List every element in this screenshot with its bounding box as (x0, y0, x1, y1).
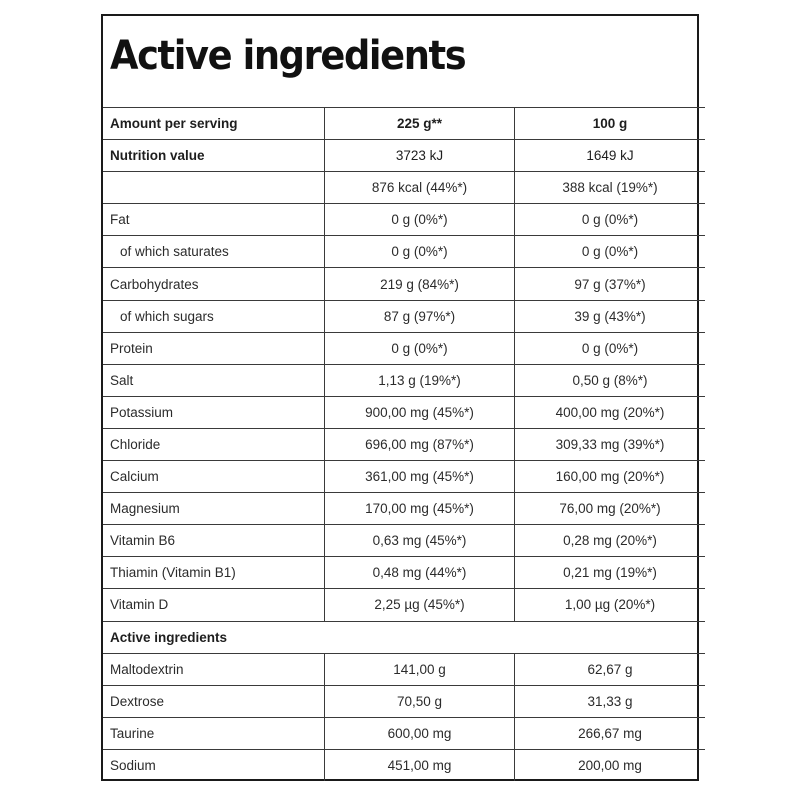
table-row (103, 557, 705, 589)
table-header-row (103, 108, 705, 140)
table-row (103, 364, 705, 396)
row-per100: 160,00 mg (20%*) (515, 461, 706, 493)
table-row (103, 300, 705, 332)
row-label: Chloride (103, 428, 325, 460)
nutrition-table (103, 107, 705, 781)
table-row (103, 396, 705, 428)
table-row (103, 685, 705, 717)
row-label: Thiamin (Vitamin B1) (103, 557, 325, 589)
row-serving: 2,25 µg (45%*) (325, 589, 515, 621)
table-row (103, 717, 705, 749)
section-header-row (103, 621, 705, 653)
table-row (103, 653, 705, 685)
table-row (103, 140, 705, 172)
row-label: of which sugars (103, 300, 325, 332)
table-row (103, 268, 705, 300)
row-serving: 3723 kJ (325, 140, 515, 172)
nutrition-panel (101, 14, 699, 781)
row-label: Nutrition value (103, 140, 325, 172)
row-label: Dextrose (103, 685, 325, 717)
row-per100: 39 g (43%*) (515, 300, 706, 332)
table-row (103, 461, 705, 493)
table-row (103, 749, 705, 781)
row-per100: 1649 kJ (515, 140, 706, 172)
header-label: Amount per serving (103, 108, 325, 140)
row-per100: 0,50 g (8%*) (515, 364, 706, 396)
row-serving: 361,00 mg (45%*) (325, 461, 515, 493)
row-label: Sodium (103, 749, 325, 781)
row-per100: 0 g (0%*) (515, 204, 706, 236)
row-label: of which saturates (103, 236, 325, 268)
row-serving: 0,63 mg (45%*) (325, 525, 515, 557)
row-per100: 1,00 µg (20%*) (515, 589, 706, 621)
row-per100: 309,33 mg (39%*) (515, 428, 706, 460)
row-label: Potassium (103, 396, 325, 428)
header-serving: 225 g** (325, 108, 515, 140)
row-per100: 31,33 g (515, 685, 706, 717)
section-heading: Active ingredients (103, 621, 705, 653)
row-per100: 266,67 mg (515, 717, 706, 749)
row-label: Protein (103, 332, 325, 364)
table-row (103, 493, 705, 525)
row-per100: 76,00 mg (20%*) (515, 493, 706, 525)
row-per100: 62,67 g (515, 653, 706, 685)
row-label: Carbohydrates (103, 268, 325, 300)
row-serving: 141,00 g (325, 653, 515, 685)
row-serving: 600,00 mg (325, 717, 515, 749)
table-row (103, 428, 705, 460)
row-per100: 200,00 mg (515, 749, 706, 781)
row-label: Maltodextrin (103, 653, 325, 685)
row-serving: 87 g (97%*) (325, 300, 515, 332)
row-per100: 0,21 mg (19%*) (515, 557, 706, 589)
row-per100: 400,00 mg (20%*) (515, 396, 706, 428)
page-title: Active ingredients (110, 33, 466, 79)
row-serving: 696,00 mg (87%*) (325, 428, 515, 460)
row-per100: 0,28 mg (20%*) (515, 525, 706, 557)
row-serving: 0 g (0%*) (325, 332, 515, 364)
row-serving: 451,00 mg (325, 749, 515, 781)
row-serving: 170,00 mg (45%*) (325, 493, 515, 525)
table-row (103, 332, 705, 364)
row-serving: 1,13 g (19%*) (325, 364, 515, 396)
row-serving: 70,50 g (325, 685, 515, 717)
row-serving: 219 g (84%*) (325, 268, 515, 300)
header-per100: 100 g (515, 108, 706, 140)
row-label: Fat (103, 204, 325, 236)
row-serving: 900,00 mg (45%*) (325, 396, 515, 428)
row-serving: 0,48 mg (44%*) (325, 557, 515, 589)
table-row (103, 525, 705, 557)
row-label: Salt (103, 364, 325, 396)
row-label: Magnesium (103, 493, 325, 525)
row-per100: 97 g (37%*) (515, 268, 706, 300)
row-label: Vitamin D (103, 589, 325, 621)
row-label: Calcium (103, 461, 325, 493)
row-label (103, 172, 325, 204)
row-per100: 0 g (0%*) (515, 236, 706, 268)
row-label: Vitamin B6 (103, 525, 325, 557)
table-row (103, 589, 705, 621)
row-label: Taurine (103, 717, 325, 749)
row-per100: 388 kcal (19%*) (515, 172, 706, 204)
row-serving: 0 g (0%*) (325, 204, 515, 236)
table-row (103, 204, 705, 236)
row-per100: 0 g (0%*) (515, 332, 706, 364)
table-row (103, 172, 705, 204)
row-serving: 876 kcal (44%*) (325, 172, 515, 204)
row-serving: 0 g (0%*) (325, 236, 515, 268)
table-row (103, 236, 705, 268)
